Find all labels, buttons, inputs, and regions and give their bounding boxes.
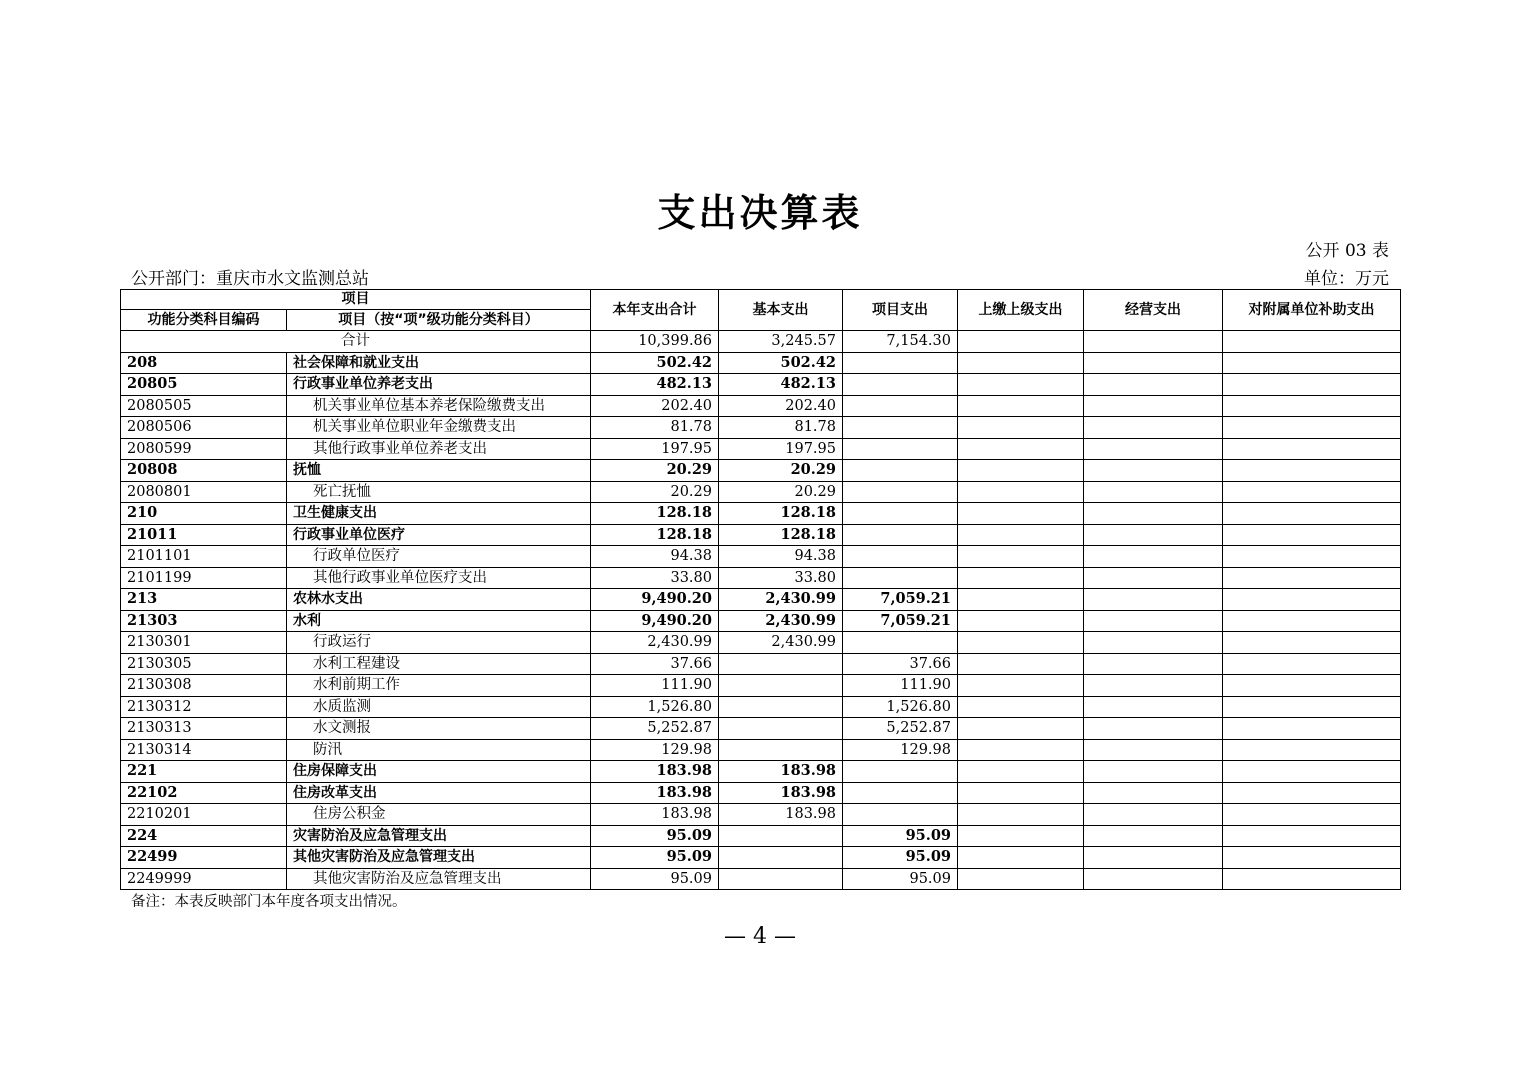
project-cell	[843, 481, 958, 503]
business-cell	[1084, 675, 1223, 697]
total-cell: 502.42	[591, 352, 719, 374]
basic-cell	[719, 696, 843, 718]
basic-cell	[719, 653, 843, 675]
subsidy-cell	[1223, 481, 1401, 503]
business-cell	[1084, 503, 1223, 525]
project-cell: 7,154.30	[843, 331, 958, 353]
basic-cell: 2,430.99	[719, 632, 843, 654]
basic-cell	[719, 868, 843, 890]
name-cell: 机关事业单位基本养老保险缴费支出	[287, 395, 591, 417]
business-cell	[1084, 782, 1223, 804]
total-cell: 482.13	[591, 374, 719, 396]
name-cell: 其他行政事业单位养老支出	[287, 438, 591, 460]
upper-cell	[958, 804, 1084, 826]
project-cell	[843, 395, 958, 417]
upper-cell	[958, 761, 1084, 783]
name-cell: 其他行政事业单位医疗支出	[287, 567, 591, 589]
project-cell	[843, 438, 958, 460]
table-row	[121, 739, 1401, 761]
upper-cell	[958, 825, 1084, 847]
upper-cell	[958, 567, 1084, 589]
code-cell: 2130308	[121, 675, 287, 697]
code-cell: 21303	[121, 610, 287, 632]
table-row	[121, 524, 1401, 546]
project-cell	[843, 804, 958, 826]
code-cell: 221	[121, 761, 287, 783]
code-cell: 2249999	[121, 868, 287, 890]
table-row	[121, 481, 1401, 503]
upper-cell	[958, 653, 1084, 675]
project-cell: 5,252.87	[843, 718, 958, 740]
header-name: 项目（按“项”级功能分类科目）	[287, 310, 591, 331]
subsidy-cell	[1223, 825, 1401, 847]
basic-cell: 3,245.57	[719, 331, 843, 353]
subsidy-cell	[1223, 632, 1401, 654]
table-row	[121, 417, 1401, 439]
business-cell	[1084, 331, 1223, 353]
code-cell: 20805	[121, 374, 287, 396]
total-cell: 183.98	[591, 782, 719, 804]
upper-cell	[958, 739, 1084, 761]
total-cell: 111.90	[591, 675, 719, 697]
table-row	[121, 438, 1401, 460]
total-cell: 1,526.80	[591, 696, 719, 718]
header-basic: 基本支出	[719, 290, 843, 331]
name-cell: 住房改革支出	[287, 782, 591, 804]
total-cell: 81.78	[591, 417, 719, 439]
project-cell	[843, 524, 958, 546]
unit-label: 单位：万元	[1304, 269, 1389, 289]
total-cell: 33.80	[591, 567, 719, 589]
project-cell: 37.66	[843, 653, 958, 675]
table-row	[121, 352, 1401, 374]
business-cell	[1084, 739, 1223, 761]
page-number: — 4 —	[724, 924, 796, 949]
business-cell	[1084, 825, 1223, 847]
subsidy-cell	[1223, 417, 1401, 439]
subsidy-cell	[1223, 546, 1401, 568]
table-row	[121, 567, 1401, 589]
name-cell: 行政单位医疗	[287, 546, 591, 568]
basic-cell: 183.98	[719, 761, 843, 783]
total-cell: 197.95	[591, 438, 719, 460]
subsidy-cell	[1223, 331, 1401, 353]
code-cell: 2080506	[121, 417, 287, 439]
code-cell: 22102	[121, 782, 287, 804]
basic-cell	[719, 847, 843, 869]
code-cell: 213	[121, 589, 287, 611]
expenditure-table	[120, 289, 1401, 890]
subsidy-cell	[1223, 696, 1401, 718]
page-title: 支出决算表	[657, 190, 863, 235]
basic-cell: 2,430.99	[719, 589, 843, 611]
total-cell: 128.18	[591, 503, 719, 525]
code-cell: 22499	[121, 847, 287, 869]
subsidy-cell	[1223, 653, 1401, 675]
table-row	[121, 589, 1401, 611]
project-cell	[843, 782, 958, 804]
table-row	[121, 847, 1401, 869]
upper-cell	[958, 675, 1084, 697]
upper-cell	[958, 610, 1084, 632]
business-cell	[1084, 395, 1223, 417]
name-cell: 行政事业单位养老支出	[287, 374, 591, 396]
subsidy-cell	[1223, 610, 1401, 632]
code-cell: 2080801	[121, 481, 287, 503]
total-cell: 5,252.87	[591, 718, 719, 740]
form-number: 公开 03 表	[1305, 241, 1389, 261]
total-cell: 20.29	[591, 481, 719, 503]
project-cell	[843, 546, 958, 568]
upper-cell	[958, 718, 1084, 740]
code-cell: 2130313	[121, 718, 287, 740]
total-cell: 20.29	[591, 460, 719, 482]
name-cell: 其他灾害防治及应急管理支出	[287, 847, 591, 869]
name-cell: 住房公积金	[287, 804, 591, 826]
upper-cell	[958, 589, 1084, 611]
table-row	[121, 868, 1401, 890]
project-cell	[843, 632, 958, 654]
business-cell	[1084, 460, 1223, 482]
basic-cell: 197.95	[719, 438, 843, 460]
code-cell: 21011	[121, 524, 287, 546]
total-cell: 183.98	[591, 804, 719, 826]
table-row	[121, 718, 1401, 740]
business-cell	[1084, 696, 1223, 718]
name-cell: 水质监测	[287, 696, 591, 718]
basic-cell: 183.98	[719, 804, 843, 826]
table-row	[121, 653, 1401, 675]
code-cell: 2210201	[121, 804, 287, 826]
name-cell: 行政事业单位医疗	[287, 524, 591, 546]
subsidy-cell	[1223, 460, 1401, 482]
basic-cell: 33.80	[719, 567, 843, 589]
code-cell: 2130305	[121, 653, 287, 675]
total-label: 合计	[121, 331, 591, 353]
code-cell: 2130312	[121, 696, 287, 718]
business-cell	[1084, 632, 1223, 654]
project-cell	[843, 417, 958, 439]
name-cell: 水利	[287, 610, 591, 632]
upper-cell	[958, 782, 1084, 804]
name-cell: 水利工程建设	[287, 653, 591, 675]
subsidy-cell	[1223, 739, 1401, 761]
total-cell: 94.38	[591, 546, 719, 568]
basic-cell: 81.78	[719, 417, 843, 439]
project-cell	[843, 761, 958, 783]
upper-cell	[958, 352, 1084, 374]
upper-cell	[958, 460, 1084, 482]
basic-cell: 20.29	[719, 460, 843, 482]
subsidy-cell	[1223, 352, 1401, 374]
header-upper: 上缴上级支出	[958, 290, 1084, 331]
upper-cell	[958, 417, 1084, 439]
table-row	[121, 804, 1401, 826]
upper-cell	[958, 847, 1084, 869]
project-cell: 95.09	[843, 825, 958, 847]
basic-cell: 20.29	[719, 481, 843, 503]
subsidy-cell	[1223, 847, 1401, 869]
basic-cell: 482.13	[719, 374, 843, 396]
basic-cell	[719, 718, 843, 740]
table-row	[121, 395, 1401, 417]
business-cell	[1084, 417, 1223, 439]
header-total: 本年支出合计	[591, 290, 719, 331]
basic-cell: 202.40	[719, 395, 843, 417]
upper-cell	[958, 438, 1084, 460]
project-cell	[843, 374, 958, 396]
basic-cell: 128.18	[719, 503, 843, 525]
basic-cell: 183.98	[719, 782, 843, 804]
total-row	[121, 331, 1401, 353]
business-cell	[1084, 804, 1223, 826]
business-cell	[1084, 481, 1223, 503]
total-cell: 10,399.86	[591, 331, 719, 353]
business-cell	[1084, 374, 1223, 396]
name-cell: 防汛	[287, 739, 591, 761]
code-cell: 210	[121, 503, 287, 525]
upper-cell	[958, 696, 1084, 718]
header-item: 项目	[121, 290, 591, 310]
code-cell: 2130301	[121, 632, 287, 654]
upper-cell	[958, 632, 1084, 654]
upper-cell	[958, 503, 1084, 525]
basic-cell: 2,430.99	[719, 610, 843, 632]
table-row	[121, 460, 1401, 482]
basic-cell: 128.18	[719, 524, 843, 546]
basic-cell	[719, 675, 843, 697]
name-cell: 机关事业单位职业年金缴费支出	[287, 417, 591, 439]
name-cell: 灾害防治及应急管理支出	[287, 825, 591, 847]
subsidy-cell	[1223, 589, 1401, 611]
upper-cell	[958, 395, 1084, 417]
upper-cell	[958, 374, 1084, 396]
code-cell: 224	[121, 825, 287, 847]
table-row	[121, 610, 1401, 632]
code-cell: 2080599	[121, 438, 287, 460]
business-cell	[1084, 524, 1223, 546]
business-cell	[1084, 589, 1223, 611]
basic-cell	[719, 825, 843, 847]
total-cell: 95.09	[591, 825, 719, 847]
header-project: 项目支出	[843, 290, 958, 331]
subsidy-cell	[1223, 524, 1401, 546]
total-cell: 2,430.99	[591, 632, 719, 654]
business-cell	[1084, 567, 1223, 589]
header-subsidy: 对附属单位补助支出	[1223, 290, 1401, 331]
subsidy-cell	[1223, 395, 1401, 417]
basic-cell: 94.38	[719, 546, 843, 568]
code-cell: 2101199	[121, 567, 287, 589]
upper-cell	[958, 331, 1084, 353]
project-cell: 129.98	[843, 739, 958, 761]
basic-cell: 502.42	[719, 352, 843, 374]
name-cell: 卫生健康支出	[287, 503, 591, 525]
business-cell	[1084, 438, 1223, 460]
basic-cell	[719, 739, 843, 761]
subsidy-cell	[1223, 761, 1401, 783]
business-cell	[1084, 653, 1223, 675]
project-cell	[843, 503, 958, 525]
subsidy-cell	[1223, 374, 1401, 396]
code-cell: 2101101	[121, 546, 287, 568]
name-cell: 其他灾害防治及应急管理支出	[287, 868, 591, 890]
subsidy-cell	[1223, 503, 1401, 525]
name-cell: 农林水支出	[287, 589, 591, 611]
table-row	[121, 782, 1401, 804]
upper-cell	[958, 546, 1084, 568]
total-cell: 128.18	[591, 524, 719, 546]
total-cell: 9,490.20	[591, 610, 719, 632]
business-cell	[1084, 610, 1223, 632]
name-cell: 水文测报	[287, 718, 591, 740]
project-cell	[843, 352, 958, 374]
name-cell: 行政运行	[287, 632, 591, 654]
total-cell: 95.09	[591, 847, 719, 869]
project-cell: 95.09	[843, 847, 958, 869]
project-cell: 111.90	[843, 675, 958, 697]
code-cell: 2130314	[121, 739, 287, 761]
project-cell: 1,526.80	[843, 696, 958, 718]
business-cell	[1084, 718, 1223, 740]
header-code: 功能分类科目编码	[121, 310, 287, 331]
table-row	[121, 632, 1401, 654]
total-cell: 37.66	[591, 653, 719, 675]
footnote: 备注：本表反映部门本年度各项支出情况。	[131, 894, 407, 910]
subsidy-cell	[1223, 567, 1401, 589]
business-cell	[1084, 546, 1223, 568]
total-cell: 202.40	[591, 395, 719, 417]
project-cell: 7,059.21	[843, 610, 958, 632]
header-business: 经营支出	[1084, 290, 1223, 331]
subsidy-cell	[1223, 718, 1401, 740]
project-cell	[843, 460, 958, 482]
name-cell: 住房保障支出	[287, 761, 591, 783]
total-cell: 183.98	[591, 761, 719, 783]
table-row	[121, 546, 1401, 568]
upper-cell	[958, 868, 1084, 890]
project-cell: 7,059.21	[843, 589, 958, 611]
code-cell: 20808	[121, 460, 287, 482]
code-cell: 2080505	[121, 395, 287, 417]
department-label: 公开部门：重庆市水文监测总站	[131, 269, 369, 289]
total-cell: 129.98	[591, 739, 719, 761]
project-cell	[843, 567, 958, 589]
table-row	[121, 374, 1401, 396]
subsidy-cell	[1223, 868, 1401, 890]
table-row	[121, 675, 1401, 697]
subsidy-cell	[1223, 804, 1401, 826]
total-cell: 9,490.20	[591, 589, 719, 611]
business-cell	[1084, 868, 1223, 890]
upper-cell	[958, 481, 1084, 503]
business-cell	[1084, 761, 1223, 783]
code-cell: 208	[121, 352, 287, 374]
name-cell: 死亡抚恤	[287, 481, 591, 503]
project-cell: 95.09	[843, 868, 958, 890]
subsidy-cell	[1223, 675, 1401, 697]
name-cell: 社会保障和就业支出	[287, 352, 591, 374]
business-cell	[1084, 847, 1223, 869]
name-cell: 水利前期工作	[287, 675, 591, 697]
table-row	[121, 503, 1401, 525]
subsidy-cell	[1223, 438, 1401, 460]
table-row	[121, 825, 1401, 847]
subsidy-cell	[1223, 782, 1401, 804]
upper-cell	[958, 524, 1084, 546]
name-cell: 抚恤	[287, 460, 591, 482]
total-cell: 95.09	[591, 868, 719, 890]
table-row	[121, 761, 1401, 783]
table-row	[121, 696, 1401, 718]
business-cell	[1084, 352, 1223, 374]
